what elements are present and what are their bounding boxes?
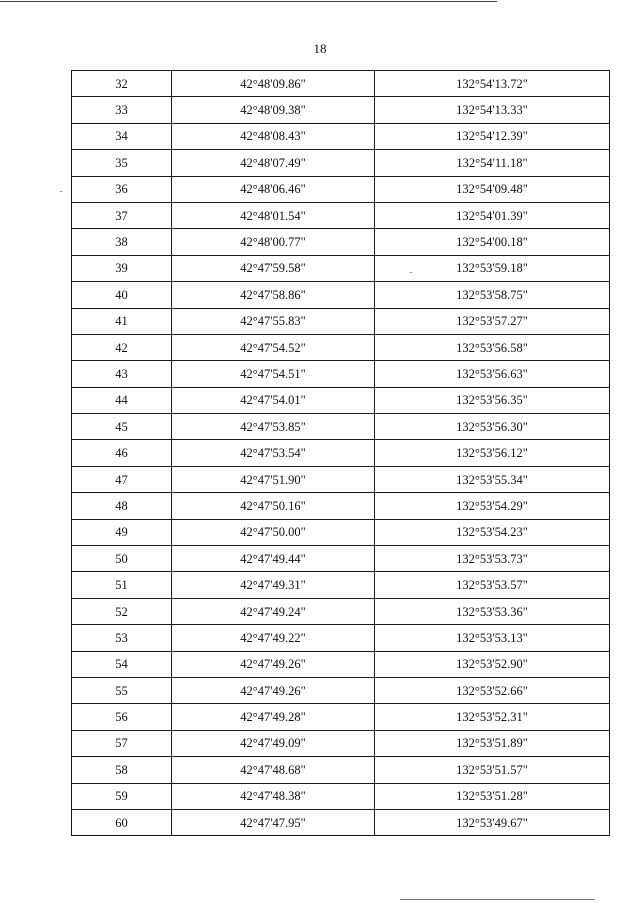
table-row — [72, 704, 610, 730]
page-number: 18 — [313, 41, 327, 56]
longitude-cell: 132°53'56.30" — [375, 414, 610, 440]
latitude-cell: 42°47'49.24" — [172, 598, 375, 624]
table-row — [72, 440, 610, 466]
point-number-cell: 45 — [72, 414, 172, 440]
table-row — [72, 651, 610, 677]
point-number-cell: 38 — [72, 229, 172, 255]
longitude-cell: 132°54'09.48" — [375, 176, 610, 202]
point-number-cell: 60 — [72, 809, 172, 835]
latitude-cell: 42°48'01.54" — [172, 202, 375, 228]
point-number-cell: 42 — [72, 334, 172, 360]
latitude-cell: 42°47'49.31" — [172, 572, 375, 598]
table-row — [72, 334, 610, 360]
point-number-cell: 39 — [72, 255, 172, 281]
point-number-cell: 37 — [72, 202, 172, 228]
latitude-cell: 42°47'49.22" — [172, 625, 375, 651]
latitude-cell: 42°47'55.83" — [172, 308, 375, 334]
latitude-cell: 42°48'09.86" — [172, 71, 375, 97]
table-row — [72, 625, 610, 651]
latitude-cell: 42°48'08.43" — [172, 123, 375, 149]
table-row — [72, 255, 610, 281]
longitude-cell: 132°54'13.72" — [375, 71, 610, 97]
table-row — [72, 229, 610, 255]
point-number-cell: 57 — [72, 730, 172, 756]
latitude-cell: 42°48'00.77" — [172, 229, 375, 255]
scan-artifact-dot — [60, 191, 62, 192]
longitude-cell: 132°53'53.73" — [375, 546, 610, 572]
longitude-cell: 132°53'54.23" — [375, 519, 610, 545]
latitude-cell: 42°48'09.38" — [172, 97, 375, 123]
table-row — [72, 546, 610, 572]
point-number-cell: 59 — [72, 783, 172, 809]
point-number-cell: 47 — [72, 466, 172, 492]
table-row — [72, 783, 610, 809]
longitude-cell: 132°53'53.57" — [375, 572, 610, 598]
table-row — [72, 123, 610, 149]
point-number-cell: 50 — [72, 546, 172, 572]
latitude-cell: 42°47'54.52" — [172, 334, 375, 360]
latitude-cell: 42°47'48.38" — [172, 783, 375, 809]
point-number-cell: 36 — [72, 176, 172, 202]
top-border-line — [0, 1, 497, 2]
longitude-cell: 132°53'51.89" — [375, 730, 610, 756]
latitude-cell: 42°48'07.49" — [172, 150, 375, 176]
point-number-cell: 51 — [72, 572, 172, 598]
latitude-cell: 42°47'51.90" — [172, 466, 375, 492]
latitude-cell: 42°47'50.16" — [172, 493, 375, 519]
scan-artifact-dot — [410, 272, 412, 273]
table-row — [72, 387, 610, 413]
point-number-cell: 44 — [72, 387, 172, 413]
point-number-cell: 56 — [72, 704, 172, 730]
coordinates-table-body — [72, 71, 610, 836]
table-row — [72, 519, 610, 545]
point-number-cell: 52 — [72, 598, 172, 624]
longitude-cell: 132°53'56.12" — [375, 440, 610, 466]
point-number-cell: 54 — [72, 651, 172, 677]
table-row — [72, 730, 610, 756]
table-row — [72, 202, 610, 228]
longitude-cell: 132°53'52.31" — [375, 704, 610, 730]
latitude-cell: 42°47'53.85" — [172, 414, 375, 440]
latitude-cell: 42°47'49.26" — [172, 651, 375, 677]
longitude-cell: 132°54'00.18" — [375, 229, 610, 255]
longitude-cell: 132°54'01.39" — [375, 202, 610, 228]
table-row — [72, 71, 610, 97]
point-number-cell: 58 — [72, 757, 172, 783]
point-number-cell: 40 — [72, 282, 172, 308]
longitude-cell: 132°53'52.66" — [375, 677, 610, 703]
longitude-cell: 132°53'51.28" — [375, 783, 610, 809]
latitude-cell: 42°47'50.00" — [172, 519, 375, 545]
longitude-cell: 132°53'59.18" — [375, 255, 610, 281]
latitude-cell: 42°47'53.54" — [172, 440, 375, 466]
latitude-cell: 42°47'59.58" — [172, 255, 375, 281]
table-row — [72, 598, 610, 624]
table-row — [72, 282, 610, 308]
point-number-cell: 49 — [72, 519, 172, 545]
latitude-cell: 42°47'48.68" — [172, 757, 375, 783]
table-row — [72, 414, 610, 440]
latitude-cell: 42°47'58.86" — [172, 282, 375, 308]
latitude-cell: 42°47'49.26" — [172, 677, 375, 703]
table-row — [72, 150, 610, 176]
table-row — [72, 361, 610, 387]
longitude-cell: 132°53'56.63" — [375, 361, 610, 387]
longitude-cell: 132°53'58.75" — [375, 282, 610, 308]
longitude-cell: 132°53'56.58" — [375, 334, 610, 360]
latitude-cell: 42°47'49.28" — [172, 704, 375, 730]
latitude-cell: 42°47'54.01" — [172, 387, 375, 413]
latitude-cell: 42°47'49.09" — [172, 730, 375, 756]
table-row — [72, 677, 610, 703]
longitude-cell: 132°53'54.29" — [375, 493, 610, 519]
longitude-cell: 132°54'13.33" — [375, 97, 610, 123]
point-number-cell: 53 — [72, 625, 172, 651]
longitude-cell: 132°53'56.35" — [375, 387, 610, 413]
point-number-cell: 43 — [72, 361, 172, 387]
table-row — [72, 809, 610, 835]
coordinates-table — [71, 70, 610, 836]
point-number-cell: 46 — [72, 440, 172, 466]
longitude-cell: 132°53'53.36" — [375, 598, 610, 624]
longitude-cell: 132°53'55.34" — [375, 466, 610, 492]
longitude-cell: 132°54'12.39" — [375, 123, 610, 149]
point-number-cell: 34 — [72, 123, 172, 149]
point-number-cell: 35 — [72, 150, 172, 176]
point-number-cell: 32 — [72, 71, 172, 97]
table-row — [72, 572, 610, 598]
table-row — [72, 493, 610, 519]
point-number-cell: 41 — [72, 308, 172, 334]
longitude-cell: 132°53'51.57" — [375, 757, 610, 783]
longitude-cell: 132°53'52.90" — [375, 651, 610, 677]
latitude-cell: 42°48'06.46" — [172, 176, 375, 202]
point-number-cell: 55 — [72, 677, 172, 703]
point-number-cell: 33 — [72, 97, 172, 123]
table-row — [72, 176, 610, 202]
longitude-cell: 132°53'57.27" — [375, 308, 610, 334]
table-row — [72, 466, 610, 492]
table-row — [72, 757, 610, 783]
latitude-cell: 42°47'47.95" — [172, 809, 375, 835]
latitude-cell: 42°47'54.51" — [172, 361, 375, 387]
longitude-cell: 132°53'49.67" — [375, 809, 610, 835]
longitude-cell: 132°54'11.18" — [375, 150, 610, 176]
table-row — [72, 97, 610, 123]
point-number-cell: 48 — [72, 493, 172, 519]
scan-artifact-line — [400, 899, 595, 900]
longitude-cell: 132°53'53.13" — [375, 625, 610, 651]
latitude-cell: 42°47'49.44" — [172, 546, 375, 572]
table-row — [72, 308, 610, 334]
